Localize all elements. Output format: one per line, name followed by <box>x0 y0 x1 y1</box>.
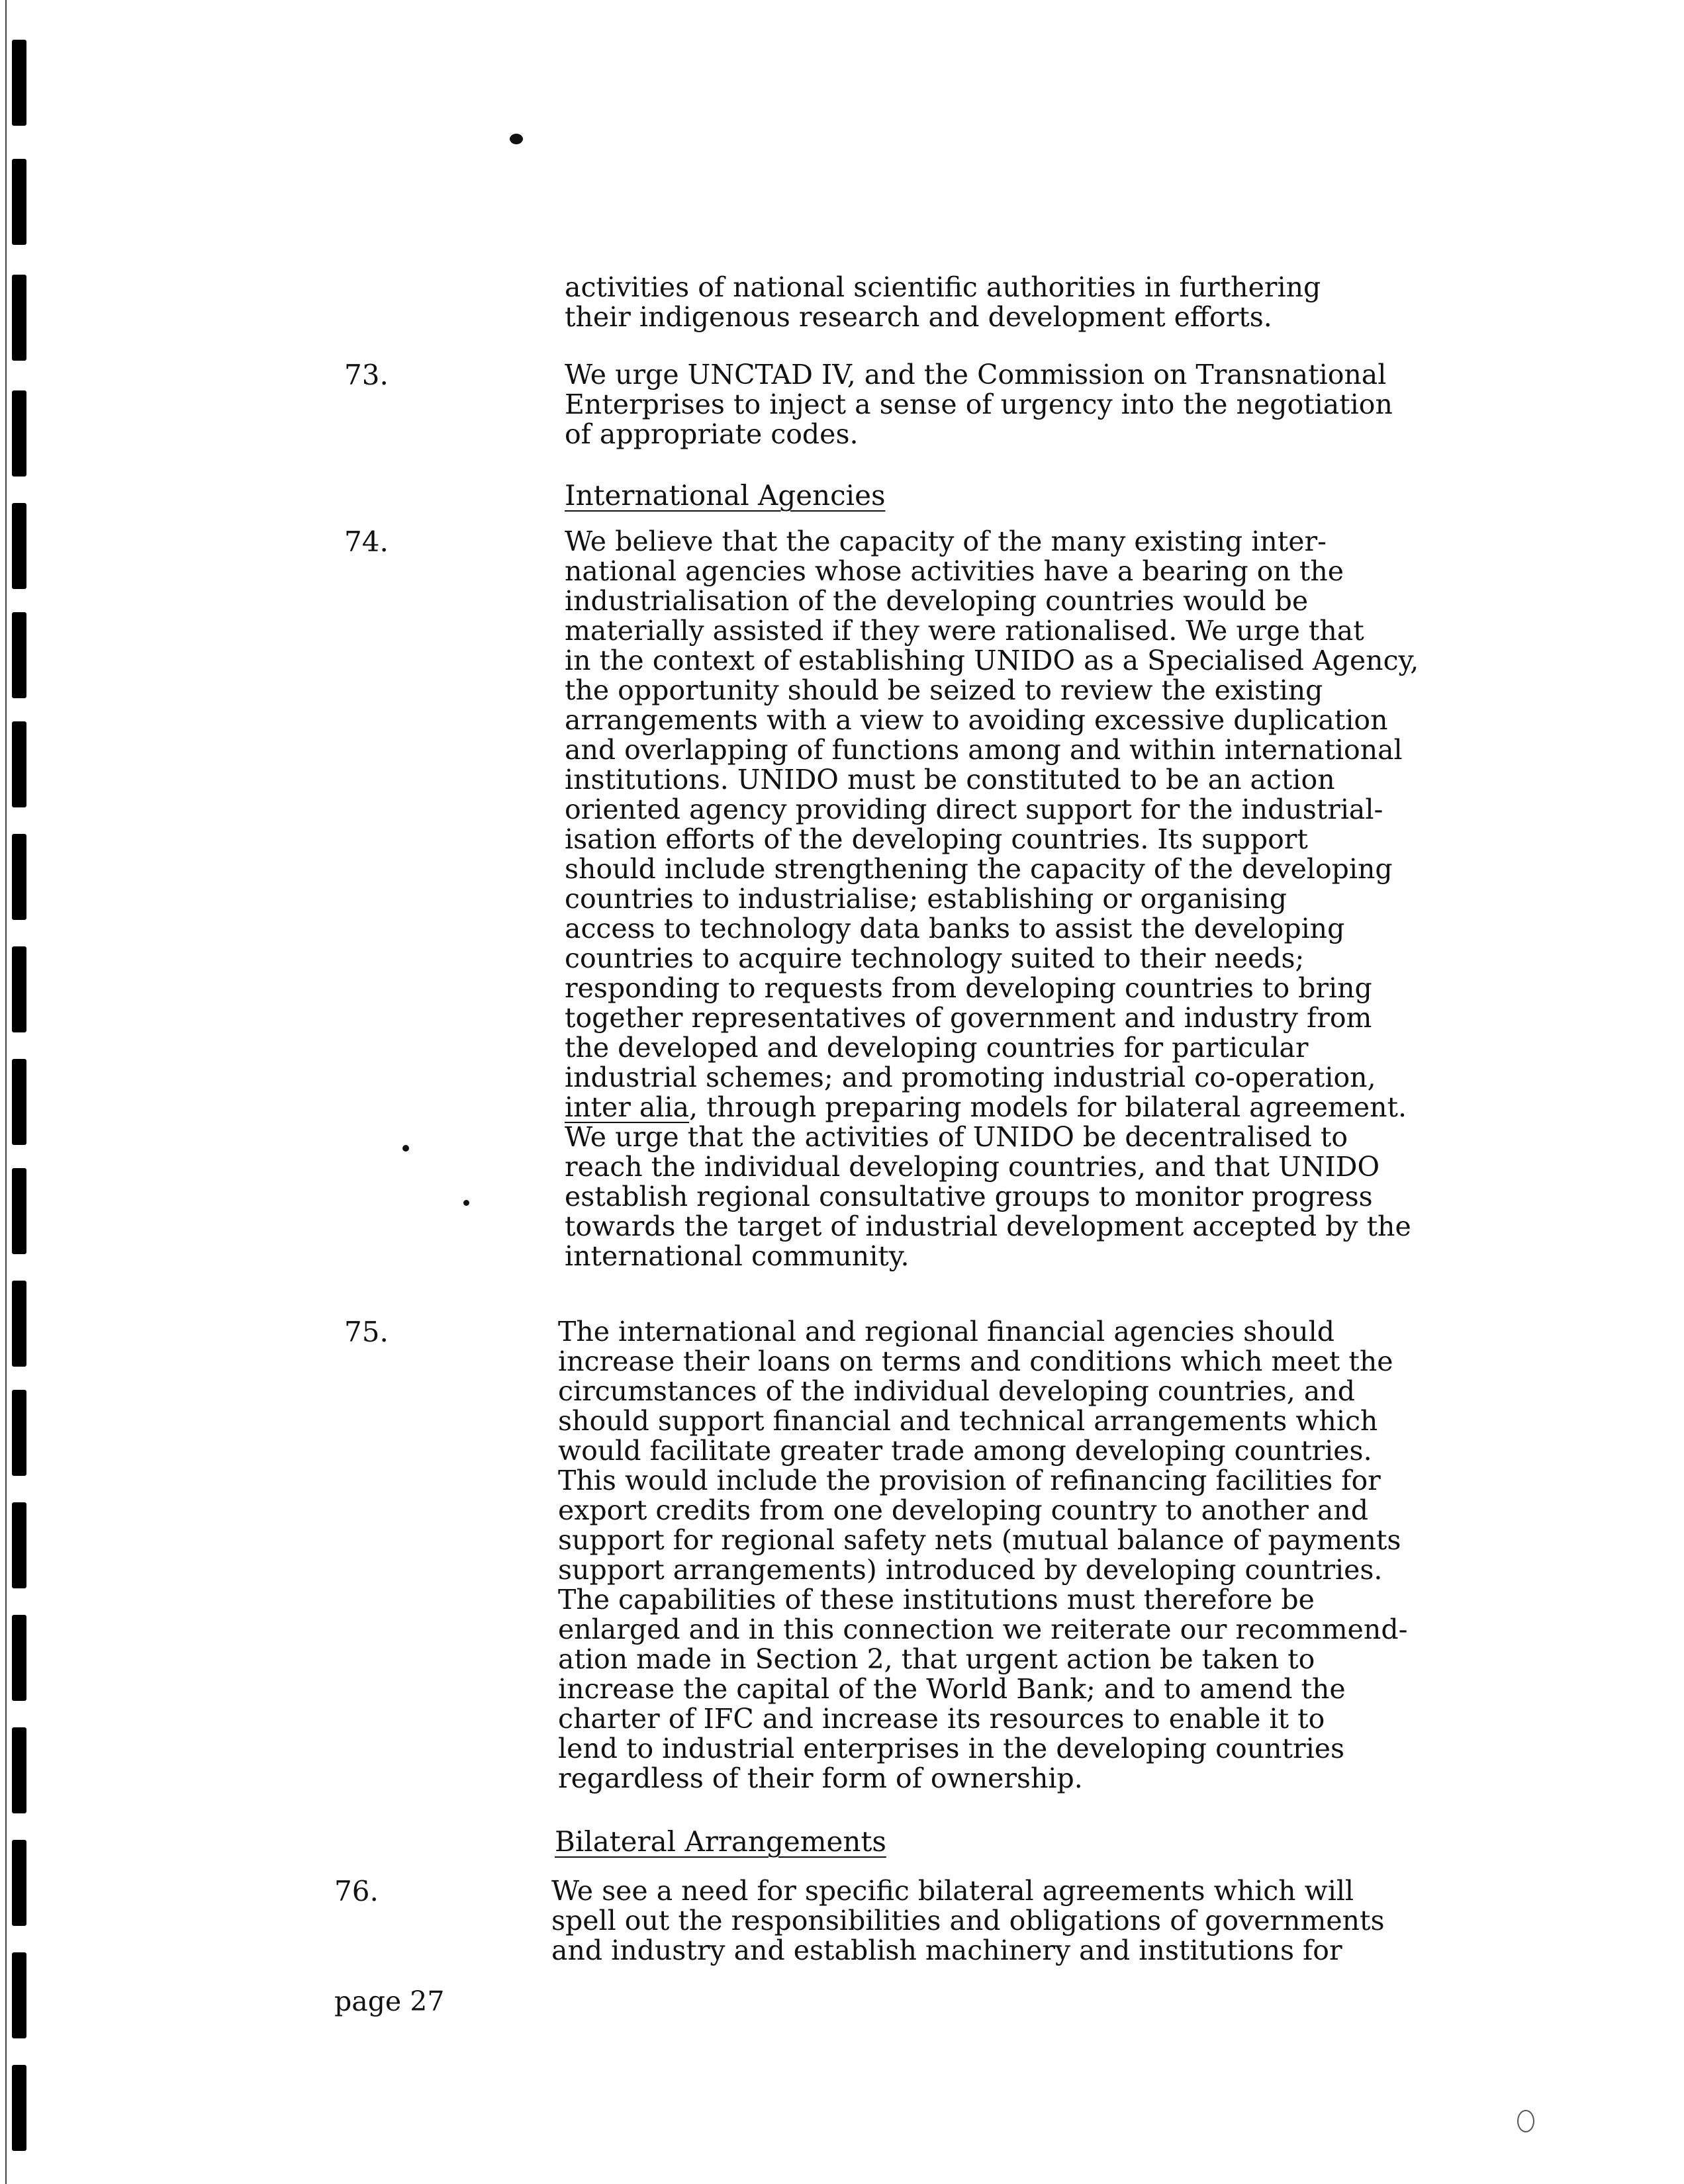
binding-edge-line <box>5 0 7 2184</box>
text-line: institutions. UNIDO must be constituted to be an action <box>565 764 1335 796</box>
text-line: oriented agency providing direct support for the industrial- <box>565 794 1383 825</box>
ink-speck <box>463 1200 469 1206</box>
binding-punch-hole <box>12 275 26 361</box>
text-line: the developed and developing countries for particular <box>565 1032 1309 1064</box>
text-line: international community. <box>565 1240 910 1272</box>
text-line: circumstances of the individual developing countries, and <box>558 1375 1355 1407</box>
paragraph-number: 73. <box>344 359 389 391</box>
binding-punch-hole <box>12 1059 26 1145</box>
text-line: activities of national scientific authorities in furthering <box>565 271 1321 303</box>
text-line: would facilitate greater trade among developing countries. <box>558 1435 1372 1467</box>
text-line: We urge UNCTAD IV, and the Commission on Transnational <box>565 359 1387 390</box>
binding-punch-hole <box>12 721 26 807</box>
text-line: and overlapping of functions among and within international <box>565 734 1403 766</box>
spiral-binding-strip <box>0 0 79 2184</box>
binding-punch-hole <box>12 503 26 589</box>
text-line: together representatives of government and industry from <box>565 1002 1372 1034</box>
text-line: industrial schemes; and promoting industrial co-operation, <box>565 1062 1376 1093</box>
paragraph-number: 75. <box>344 1316 389 1348</box>
text-line: and industry and establish machinery and institutions for <box>551 1934 1342 1966</box>
page-number: page 27 <box>334 1985 445 2017</box>
text-line: isation efforts of the developing countries. Its support <box>565 823 1308 855</box>
text-line: of appropriate codes. <box>565 418 859 450</box>
text-line: countries to industrialise; establishing or organising <box>565 883 1287 915</box>
text-line: the opportunity should be seized to review the existing <box>565 674 1323 706</box>
binding-punch-hole <box>12 1168 26 1254</box>
text-line-rest: , through preparing models for bilateral agreement. <box>689 1091 1407 1123</box>
text-line: The international and regional financial agencies should <box>558 1316 1334 1347</box>
text-line: industrialisation of the developing countries would be <box>565 585 1309 617</box>
binding-punch-hole <box>12 1502 26 1588</box>
text-line: ation made in Section 2, that urgent action be taken to <box>558 1643 1315 1675</box>
text-line: increase their loans on terms and conditions which meet the <box>558 1345 1393 1377</box>
text-line: access to technology data banks to assist the developing <box>565 913 1345 944</box>
text-line: responding to requests from developing countries to bring <box>565 972 1372 1004</box>
paragraph-number: 76. <box>334 1875 379 1907</box>
ink-speck <box>402 1145 409 1152</box>
binding-punch-hole <box>12 40 26 126</box>
binding-punch-hole <box>12 1281 26 1367</box>
binding-punch-hole <box>12 1840 26 1926</box>
text-line: materially assisted if they were rationalised. We urge that <box>565 615 1364 647</box>
section-heading-international-agencies: International Agencies <box>565 479 886 512</box>
text-line: lend to industrial enterprises in the developing countries <box>558 1733 1345 1764</box>
binding-punch-hole <box>12 1727 26 1813</box>
text-line: This would include the provision of refinancing facilities for <box>558 1465 1381 1496</box>
text-line: enlarged and in this connection we reiterate our recommend- <box>558 1614 1408 1645</box>
text-line: countries to acquire technology suited to their needs; <box>565 942 1305 974</box>
binding-punch-hole <box>12 946 26 1032</box>
binding-punch-hole <box>12 159 26 245</box>
text-line: support for regional safety nets (mutual balance of payments <box>558 1524 1401 1556</box>
binding-punch-hole <box>12 612 26 698</box>
text-line: arrangements with a view to avoiding excessive duplication <box>565 704 1388 736</box>
binding-punch-hole <box>12 390 26 477</box>
ink-blot <box>510 134 523 144</box>
text-line: should include strengthening the capacity of the developing <box>565 853 1393 885</box>
text-line: establish regional consultative groups to monitor progress <box>565 1181 1373 1212</box>
text-line: in the context of establishing UNIDO as a Specialised Agency, <box>565 645 1419 676</box>
text-line: We see a need for specific bilateral agreements which will <box>551 1875 1354 1907</box>
text-line: We urge that the activities of UNIDO be decentralised to <box>565 1121 1348 1153</box>
text-line: reach the individual developing countries, and that UNIDO <box>565 1151 1380 1183</box>
text-line: regardless of their form of ownership. <box>558 1762 1083 1794</box>
section-heading-bilateral-arrangements: Bilateral Arrangements <box>555 1825 886 1858</box>
text-line: Enterprises to inject a sense of urgency into the negotiation <box>565 388 1393 420</box>
text-line: increase the capital of the World Bank; and to amend the <box>558 1673 1346 1705</box>
text-line: support arrangements) introduced by developing countries. <box>558 1554 1383 1586</box>
paper-smudge <box>1517 2110 1534 2132</box>
text-line-inter-alia <box>565 1093 1407 1122</box>
text-line: towards the target of industrial development accepted by the <box>565 1210 1411 1242</box>
text-line: charter of IFC and increase its resources to enable it to <box>558 1703 1325 1735</box>
binding-punch-hole <box>12 834 26 920</box>
binding-punch-hole <box>12 2065 26 2151</box>
text-line: We believe that the capacity of the many existing inter- <box>565 525 1327 557</box>
binding-punch-hole <box>12 1390 26 1476</box>
text-line: national agencies whose activities have a bearing on the <box>565 555 1344 587</box>
paragraph-number: 74. <box>344 525 389 558</box>
text-line: should support financial and technical arrangements which <box>558 1405 1378 1437</box>
inter-alia-underlined: inter alia <box>565 1091 690 1123</box>
text-line: export credits from one developing country to another and <box>558 1494 1369 1526</box>
binding-punch-hole <box>12 1615 26 1701</box>
text-line: their indigenous research and development efforts. <box>565 301 1272 333</box>
text-line: spell out the responsibilities and obligations of governments <box>551 1905 1385 1936</box>
text-line: The capabilities of these institutions must therefore be <box>558 1584 1315 1615</box>
binding-punch-hole <box>12 1952 26 2038</box>
